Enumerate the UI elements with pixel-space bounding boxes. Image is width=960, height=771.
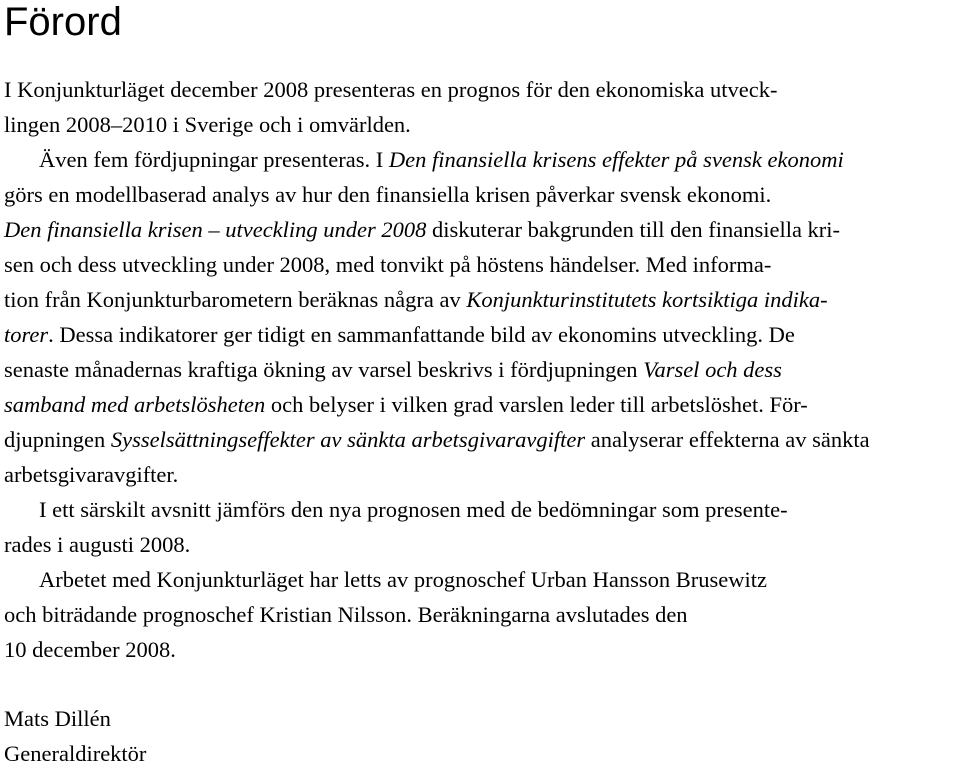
publication-title: Sysselsättningseffekter av sänkta arbetsgivaravgifter <box>110 427 586 452</box>
signature-name: Mats Dillén <box>4 706 111 731</box>
page-title: Förord <box>4 0 122 44</box>
publication-title: Den finansiella krisens effekter på svensk ekonomi <box>388 147 844 172</box>
text-line: I Konjunkturläget december 2008 presenteras en prognos för den ekonomiska utveck- <box>4 77 778 102</box>
text-line <box>4 282 954 317</box>
signature-role: Generaldirektör <box>4 741 147 766</box>
text-line: lingen 2008–2010 i Sverige och i omvärlden. <box>4 112 411 137</box>
text-segment: tion från Konjunkturbarometern beräknas några av <box>4 287 467 312</box>
text-line <box>4 142 954 177</box>
text-segment: Även fem fördjupningar presenteras. I <box>39 147 389 172</box>
publication-title: samband med arbetslösheten <box>4 392 266 417</box>
preface-body <box>4 72 954 771</box>
publication-title: Varsel och dess <box>643 357 782 382</box>
text-segment: diskuterar bakgrunden till den finansiella kri- <box>426 217 841 242</box>
publication-title: torer <box>4 322 49 347</box>
text-line: och biträdande prognoschef Kristian Nilsson. Beräkningarna avslutades den <box>4 602 688 627</box>
text-line: sen och dess utveckling under 2008, med tonvikt på höstens händelser. Med informa- <box>4 252 772 277</box>
text-segment: djupningen <box>4 427 111 452</box>
text-line <box>4 317 954 352</box>
text-line: görs en modellbaserad analys av hur den finansiella krisen påverkar svensk ekonomi. <box>4 182 772 207</box>
text-line: Arbetet med Konjunkturläget har letts av prognoschef Urban Hansson Brusewitz <box>39 567 767 592</box>
text-segment: och belyser i vilken grad varslen leder till arbetslöshet. För- <box>265 392 808 417</box>
publication-title: Konjunkturinstitutets kortsiktiga indika- <box>466 287 828 312</box>
text-line <box>4 422 954 457</box>
text-segment: senaste månadernas kraftiga ökning av varsel beskrivs i fördjupningen <box>4 357 644 382</box>
text-line: I ett särskilt avsnitt jämförs den nya prognosen med de bedömningar som presente- <box>39 497 788 522</box>
text-line <box>4 352 954 387</box>
publication-title: Den finansiella krisen – utveckling under 2008 <box>4 217 427 242</box>
text-segment: analyserar effekterna av sänkta <box>585 427 870 452</box>
text-segment: . Dessa indikatorer ger tidigt en sammanfattande bild av ekonomins utveckling. De <box>48 322 795 347</box>
text-line: rades i augusti 2008. <box>4 532 191 557</box>
text-line <box>4 212 954 247</box>
text-line: arbetsgivaravgifter. <box>4 462 179 487</box>
text-line: 10 december 2008. <box>4 637 176 662</box>
text-line <box>4 387 954 422</box>
